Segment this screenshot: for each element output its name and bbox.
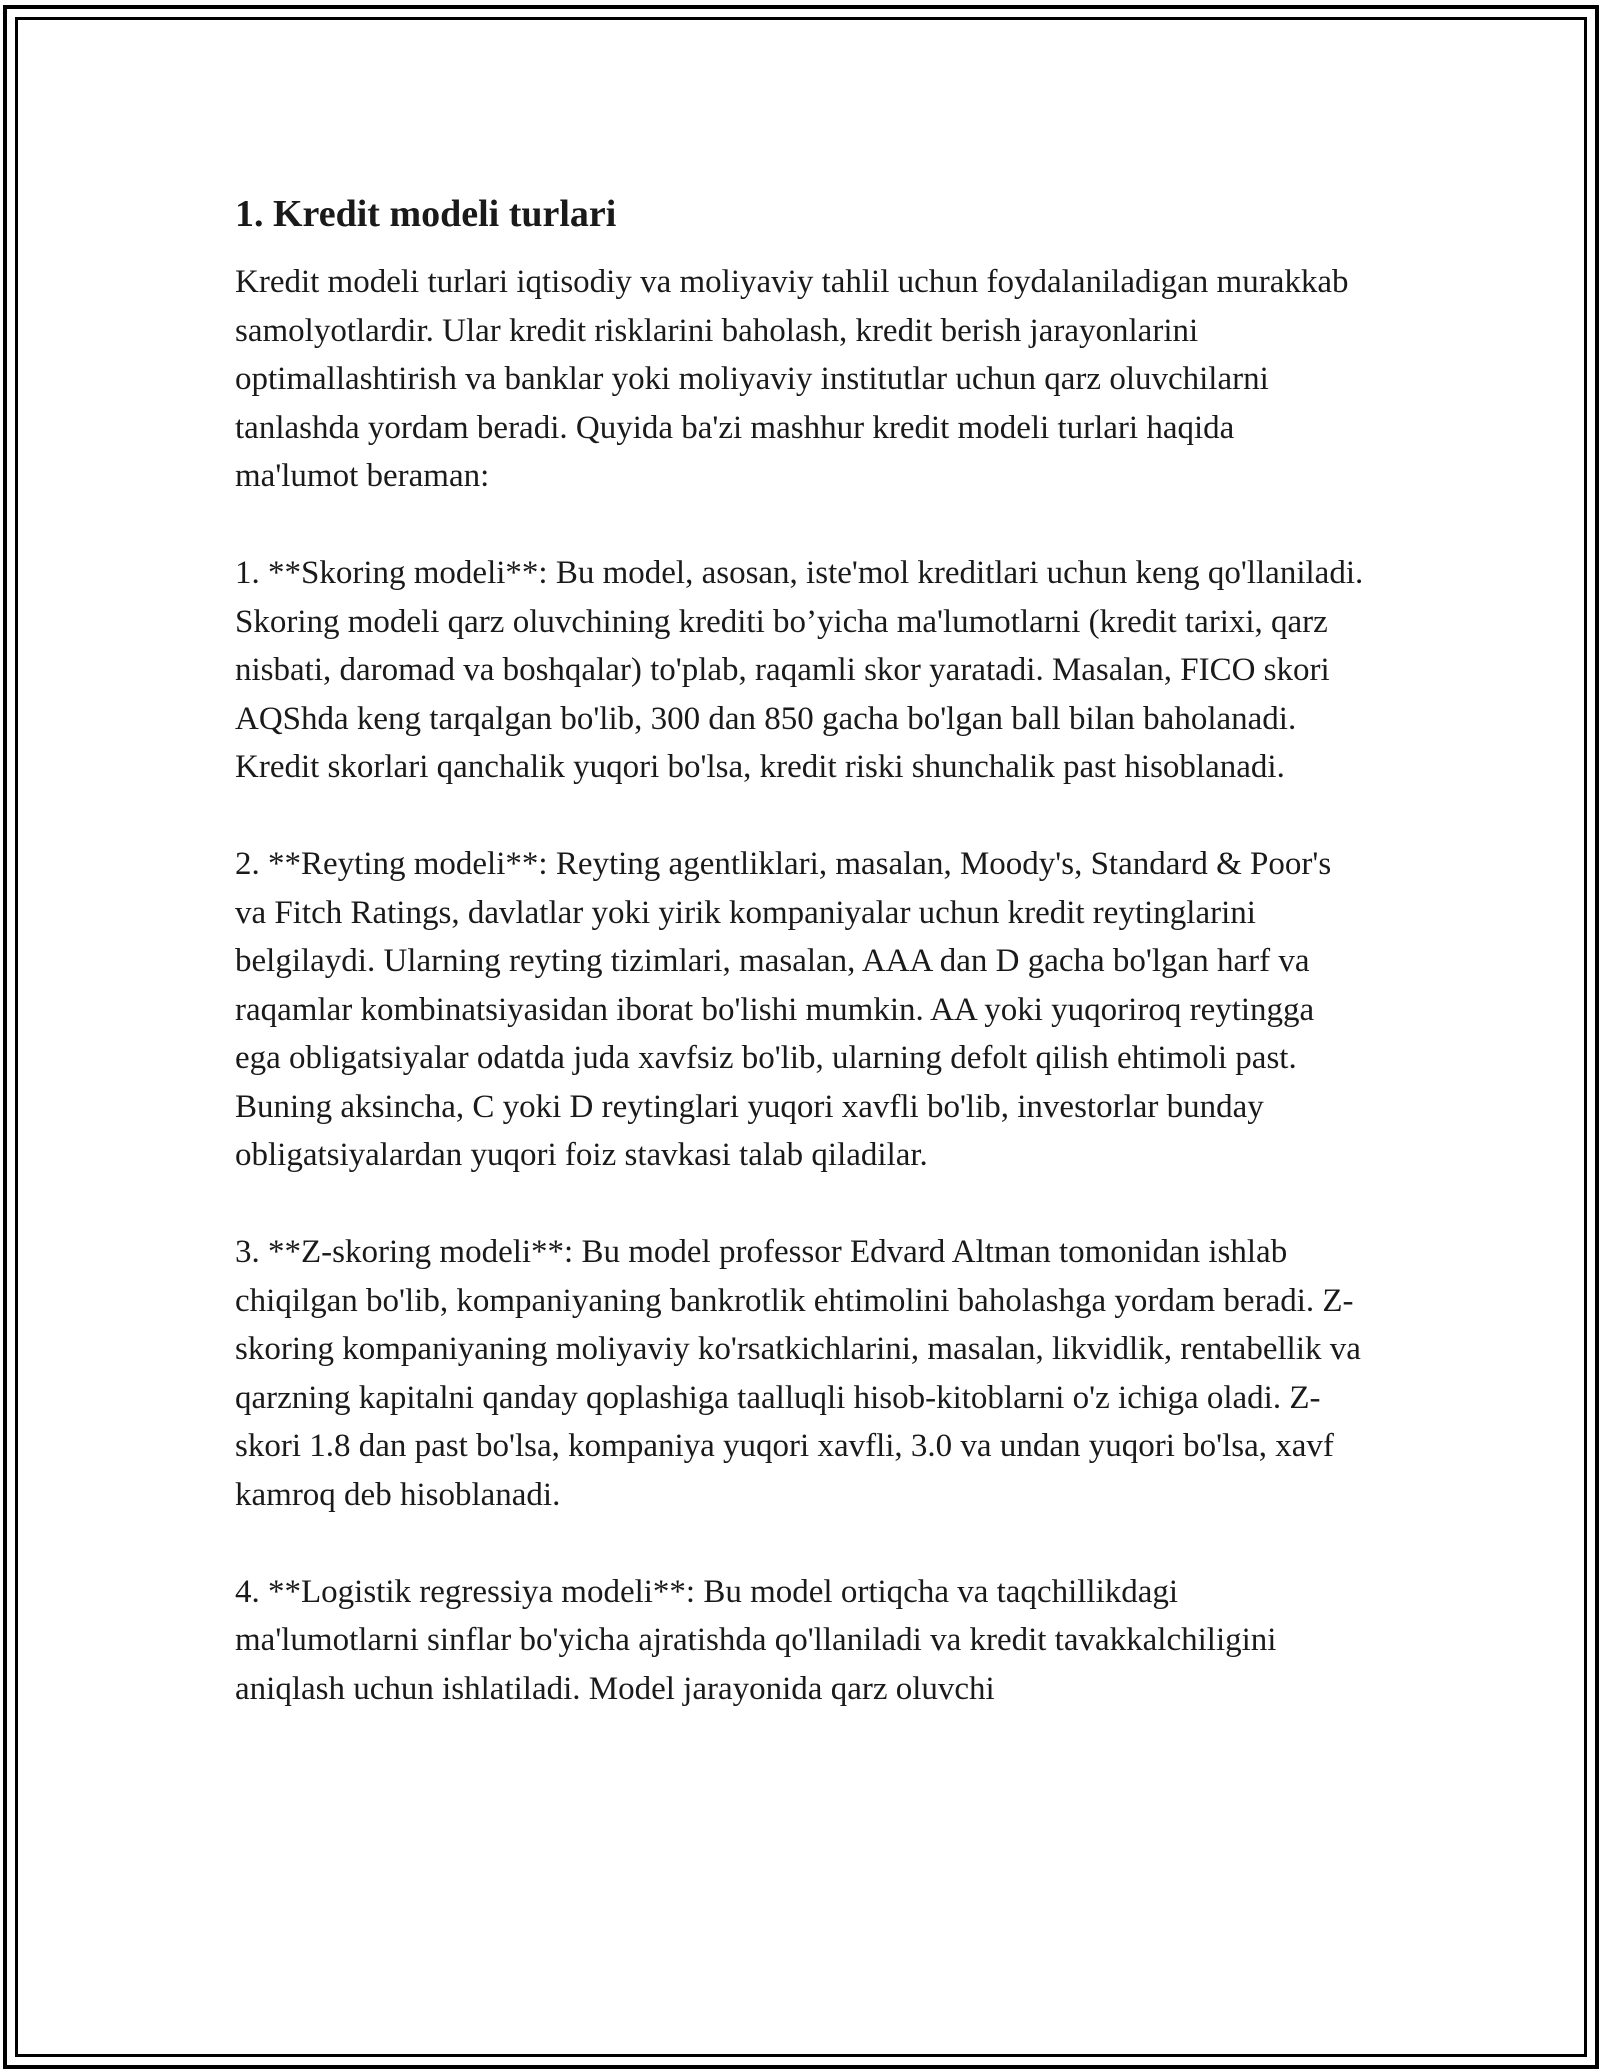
z-scoring-model-paragraph: 3. **Z-skoring modeli**: Bu model professor Edvard Altman tomonidan ishlab chiqilgan bo'lib, kompaniyaning bankrotlik ehtimolini baholashga yordam beradi. Z-skoring kompaniyaning moliyaviy ko'rsatkichlarini, masalan, likvidlik, rentabellik va qarzning kapitalni qanday qoplashiga taalluqli hisob-kitoblarni o'z ichiga oladi. Z-skori 1.8 dan past bo'lsa, kompaniya yuqori xavfli, 3.0 va undan yuqori bo'lsa, xavf kamroq deb hisoblanadi. xyxy=(235,1234,1361,1513)
scoring-model-paragraph: 1. **Skoring modeli**: Bu model, asosan, iste'mol kreditlari uchun keng qo'llaniladi. Skoring modeli qarz oluvchining krediti bo’yicha ma'lumotlarni (kredit tarixi, qarz nisbati, daromad va boshqalar) to'plab, raqamli skor yaratadi. Masalan, FICO skori AQShda keng tarqalgan bo'lib, 300 dan 850 gacha bo'lgan ball bilan baholanadi. Kredit skorlari qanchalik yuqori bo'lsa, kredit riski shunchalik past hisoblanadi. xyxy=(235,555,1364,785)
logistic-regression-paragraph: 4. **Logistik regressiya modeli**: Bu model ortiqcha va taqchillikdagi ma'lumotlarni sinflar bo'yicha ajratishda qo'llaniladi va kredit tavakkalchiligini aniqlash uchun ishlatiladi. Model jarayonida qarz oluvchi xyxy=(235,1573,1277,1707)
document-body xyxy=(235,190,1365,1713)
rating-model-paragraph: 2. **Reyting modeli**: Reyting agentliklari, masalan, Moody's, Standard & Poor's va Fitch Ratings, davlatlar yoki yirik kompaniyalar uchun kredit reytinglarini belgilaydi. Ularning reyting tizimlari, masalan, AAA dan D gacha bo'lgan harf va raqamlar kombinatsiyasidan iborat bo'lishi mumkin. AA yoki yuqoriroq reytingga ega obligatsiyalar odatda juda xavfsiz bo'lib, ularning defolt qilish ehtimoli past. Buning aksincha, C yoki D reytinglari yuqori xavfli bo'lib, investorlar bunday obligatsiyalardan yuqori foiz stavkasi talab qiladilar. xyxy=(235,846,1332,1173)
section-heading: 1. Kredit modeli turlari xyxy=(235,193,617,235)
intro-paragraph: Kredit modeli turlari iqtisodiy va moliyaviy tahlil uchun foydalaniladigan murakkab samolyotlardir. Ular kredit risklarini baholash, kredit berish jarayonlarini optimallashtirish va banklar yoki moliyaviy institutlar uchun qarz oluvchilarni tanlashda yordam beradi. Quyida ba'zi mashhur kredit modeli turlari haqida ma'lumot beraman: xyxy=(235,264,1349,494)
